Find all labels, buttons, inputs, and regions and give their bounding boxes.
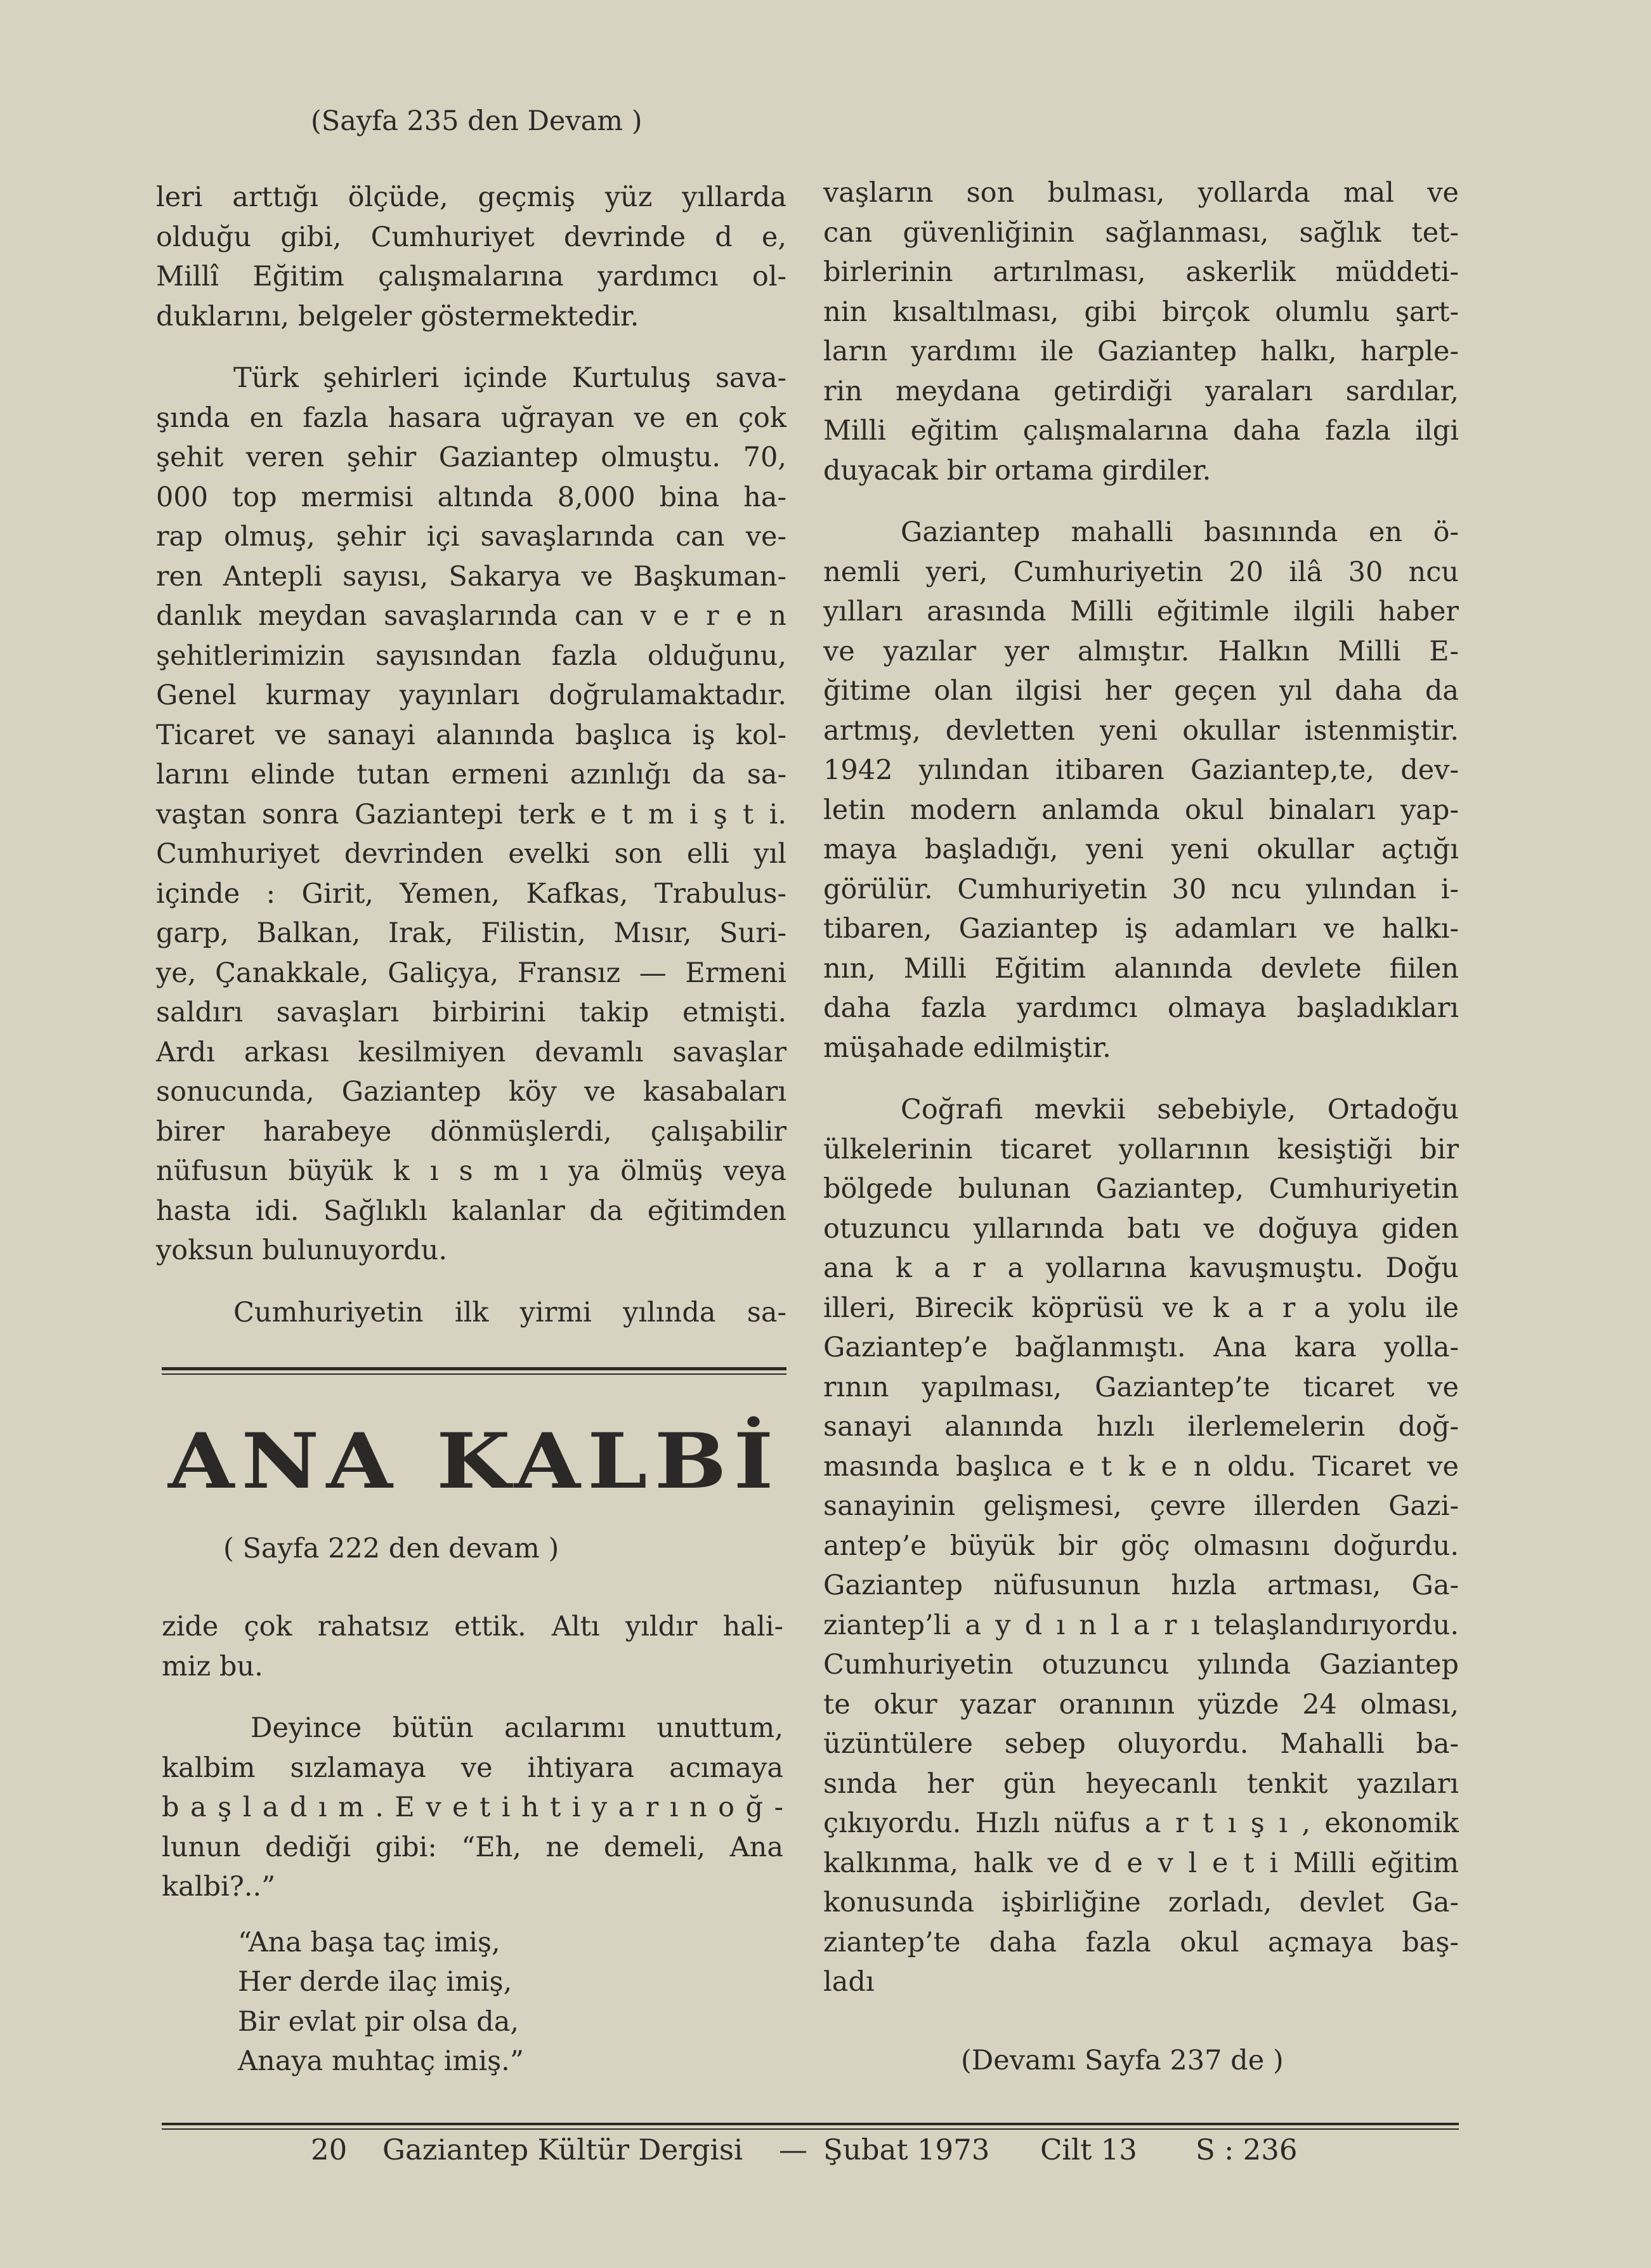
text-line: sında her gün heyecanlı tenkit yazıları (823, 1767, 1459, 1800)
text-line: leri arttığı ölçüde, geçmiş yüz yıllarda (156, 181, 786, 213)
text-line: daha fazla yardımcı olmaya başladıkları (823, 992, 1459, 1024)
text-line: Gaziantep’e bağlanmıştı. Ana kara yolla- (823, 1332, 1459, 1363)
story-body (162, 1607, 783, 2081)
paragraph (823, 513, 1459, 1068)
text-line: üzüntülere sebep oluyordu. Mahalli ba- (823, 1728, 1459, 1760)
text-line: Cumhuriyetin ilk yirmi yılında sa- (233, 1296, 786, 1328)
text-line: letin modern anlamda okul binaları yap- (823, 794, 1459, 826)
text-line: Ticaret ve sanayi alanında başlıca iş kol- (156, 719, 786, 751)
text-line: rının yapılması, Gaziantep’te ticaret ve (823, 1371, 1459, 1403)
text-line: nüfusun büyük k ı s m ı ya ölmüş veya (156, 1155, 786, 1187)
text-line: zide çok rahatsız ettik. Altı yıldır hali- (162, 1611, 783, 1642)
text-line: Milli eğitim çalışmalarına daha fazla ilgi (823, 415, 1459, 447)
text-line: can güvenliğinin sağlanması, sağlık tet- (823, 216, 1459, 249)
text-line: ziantep’te daha fazla okul açmaya baş- (823, 1926, 1459, 1958)
text-line: danlık meydan savaşlarında can v e r e n (156, 600, 786, 632)
text-line: ye, Çanakkale, Galiçya, Fransız — Ermeni (156, 957, 786, 989)
text-line: ların yardımı ile Gaziantep halkı, harple- (823, 336, 1459, 367)
footer-rule (162, 2128, 1459, 2130)
text-line: masında başlıca e t k e n oldu. Ticaret ve (823, 1450, 1459, 1483)
page-number: 20 (311, 2133, 348, 2166)
paragraph (156, 178, 786, 336)
issue-date: Şubat 1973 (823, 2133, 990, 2166)
footer-separator: — (779, 2133, 807, 2166)
text-line: duklarını, belgeler göstermektedir. (156, 300, 639, 332)
text-line: ren Antepli sayısı, Sakarya ve Başkuman- (156, 560, 786, 593)
text-line: 1942 yılından itibaren Gaziantep,te, dev- (823, 754, 1459, 786)
text-line: tibaren, Gaziantep iş adamları ve halkı- (823, 913, 1459, 945)
poem-line: “Ana başa taç imiş, (238, 1926, 500, 1958)
text-line: Gaziantep mahalli basınında en ö- (901, 516, 1459, 548)
paragraph (162, 1607, 783, 1686)
right-column (823, 173, 1459, 2002)
text-line: şında en fazla hasara uğrayan ve en çok (156, 402, 786, 434)
text-line: Deyince bütün acılarımı unuttum, (251, 1712, 783, 1744)
text-line: vaştan sonra Gaziantepi terk e t m i ş t i. (156, 798, 786, 830)
text-line: birer harabeye dönmüşlerdi, çalışabilir (156, 1115, 786, 1148)
text-line: Millî Eğitim çalışmalarına yardımcı ol- (156, 261, 786, 292)
continued-to-note: (Devamı Sayfa 237 de ) (961, 2045, 1284, 2076)
continued-from-note: ( Sayfa 222 den devam ) (223, 1533, 559, 1564)
volume-number: Cilt 13 (1040, 2133, 1137, 2166)
text-line: çıkıyordu. Hızlı nüfus a r t ı ş ı , ekonomik (823, 1807, 1459, 1839)
text-line: Genel kurmay yayınları doğrulamaktadır. (156, 679, 786, 711)
text-line: kalkınma, halk ve d e v l e t i Milli eğitim (823, 1847, 1459, 1879)
text-line: konusunda işbirliğine zorladı, devlet Ga- (823, 1887, 1459, 1918)
poem (162, 1923, 783, 2081)
text-line: duyacak bir ortama girdiler. (823, 454, 1211, 487)
text-line: sanayi alanında hızlı ilerlemelerin doğ- (823, 1411, 1459, 1443)
text-line: ladı (823, 1966, 875, 1998)
text-line: yoksun bulunuyordu. (156, 1235, 448, 1266)
text-line: artmış, devletten yeni okullar istenmiştir. (823, 714, 1459, 747)
text-line: vaşların son bulması, yollarda mal ve (823, 177, 1459, 209)
paragraph (823, 1090, 1459, 2002)
text-line: sonucunda, Gaziantep köy ve kasabaları (156, 1076, 786, 1108)
text-line: ülkelerinin ticaret yollarının kesiştiği bir (823, 1133, 1459, 1165)
section-divider (162, 1367, 786, 1370)
text-line: ğitime olan ilgisi her geçen yıl daha da (823, 675, 1459, 707)
text-line: Türk şehirleri içinde Kurtuluş sava- (233, 362, 786, 394)
text-line: otuzuncu yıllarında batı ve doğuya giden (823, 1212, 1459, 1245)
text-line: larını elinde tutan ermeni azınlığı da sa- (156, 759, 786, 790)
story-title: ANA KALBİ (168, 1417, 781, 1506)
text-line: ziantep’li a y d ı n l a r ı telaşlandırıyordu. (823, 1609, 1459, 1641)
issue-number: S : 236 (1196, 2133, 1298, 2166)
paragraph (823, 173, 1459, 490)
text-line: sanayinin gelişmesi, çevre illerden Gazi- (823, 1490, 1459, 1522)
text-line: şehitlerimizin sayısından fazla olduğunu, (156, 639, 786, 672)
text-line: kalbi?..” (162, 1871, 276, 1903)
text-line: görülür. Cumhuriyetin 30 ncu yılından i- (823, 873, 1459, 905)
text-line: ana k a r a yollarına kavuşmuştu. Doğu (823, 1252, 1459, 1284)
text-line: miz bu. (162, 1650, 263, 1682)
text-line: Gaziantep nüfusunun hızla artması, Ga- (823, 1570, 1459, 1601)
text-line: birlerinin artırılması, askerlik müddeti- (823, 256, 1459, 288)
text-line: şehit veren şehir Gaziantep olmuştu. 70, (156, 442, 786, 473)
text-line: maya başladığı, yeni yeni okullar açtığı (823, 834, 1459, 865)
text-line: Cumhuriyet devrinden evelki son elli yıl (156, 838, 786, 870)
text-line: müşahade edilmiştir. (823, 1032, 1111, 1064)
section-divider (162, 1373, 786, 1375)
text-line: rin meydana getirdiği yaraları sardılar, (823, 375, 1459, 407)
footer-rule (162, 2123, 1459, 2125)
text-line: ve yazılar yer almıştır. Halkın Milli E- (823, 635, 1459, 667)
text-line: Cumhuriyetin otuzuncu yılında Gaziantep (823, 1649, 1459, 1681)
text-line: illeri, Birecik köprüsü ve k a r a yolu ile (823, 1292, 1459, 1324)
text-line: kalbim sızlamaya ve ihtiyara acımaya (162, 1752, 783, 1784)
paragraph (156, 358, 786, 1271)
continued-from-note: (Sayfa 235 den Devam ) (311, 105, 643, 137)
text-line: Ardı arkası kesilmiyen devamlı savaşlar (156, 1036, 786, 1068)
text-line: nemli yeri, Cumhuriyetin 20 ilâ 30 ncu (823, 556, 1459, 588)
text-line: garp, Balkan, Irak, Filistin, Mısır, Suri- (156, 917, 786, 949)
text-line: rap olmuş, şehir içi savaşlarında can ve- (156, 521, 786, 553)
text-line: bölgede bulunan Gaziantep, Cumhuriyetin (823, 1173, 1459, 1205)
text-line: b a ş l a d ı m . E v e t i h t i y a r ı n o ğ - (162, 1792, 783, 1823)
text-line: lunun dediği gibi: “Eh, ne demeli, Ana (162, 1831, 783, 1863)
text-line: 000 top mermisi altında 8,000 bina ha- (156, 481, 786, 513)
text-line: hasta idi. Sağlıklı kalanlar da eğitimden (156, 1195, 786, 1227)
text-line: yılları arasında Milli eğitimle ilgili haber (823, 596, 1459, 627)
poem-line: Her derde ilaç imiş, (238, 1966, 512, 1998)
text-line: antep’e büyük bir göç olmasını doğurdu. (823, 1530, 1459, 1562)
text-line: nın, Milli Eğitim alanında devlete fiilen (823, 952, 1459, 985)
text-line: saldırı savaşları birbirini takip etmişti. (156, 997, 786, 1028)
paragraph (162, 1708, 783, 1907)
left-column (156, 178, 786, 1332)
text-line: olduğu gibi, Cumhuriyet devrinde d e, (156, 221, 786, 253)
text-line: Coğrafi mevkii sebebiyle, Ortadoğu (901, 1094, 1459, 1125)
poem-line: Anaya muhtaç imiş.” (238, 2045, 524, 2077)
magazine-name: Gaziantep Kültür Dergisi (382, 2133, 743, 2166)
text-line: içinde : Girit, Yemen, Kafkas, Trabulus- (156, 877, 786, 910)
text-line: nin kısaltılması, gibi birçok olumlu şart- (823, 296, 1459, 328)
poem-line: Bir evlat pir olsa da, (238, 2005, 519, 2038)
paragraph (156, 1293, 786, 1333)
text-line: te okur yazar oranının yüzde 24 olması, (823, 1688, 1459, 1721)
